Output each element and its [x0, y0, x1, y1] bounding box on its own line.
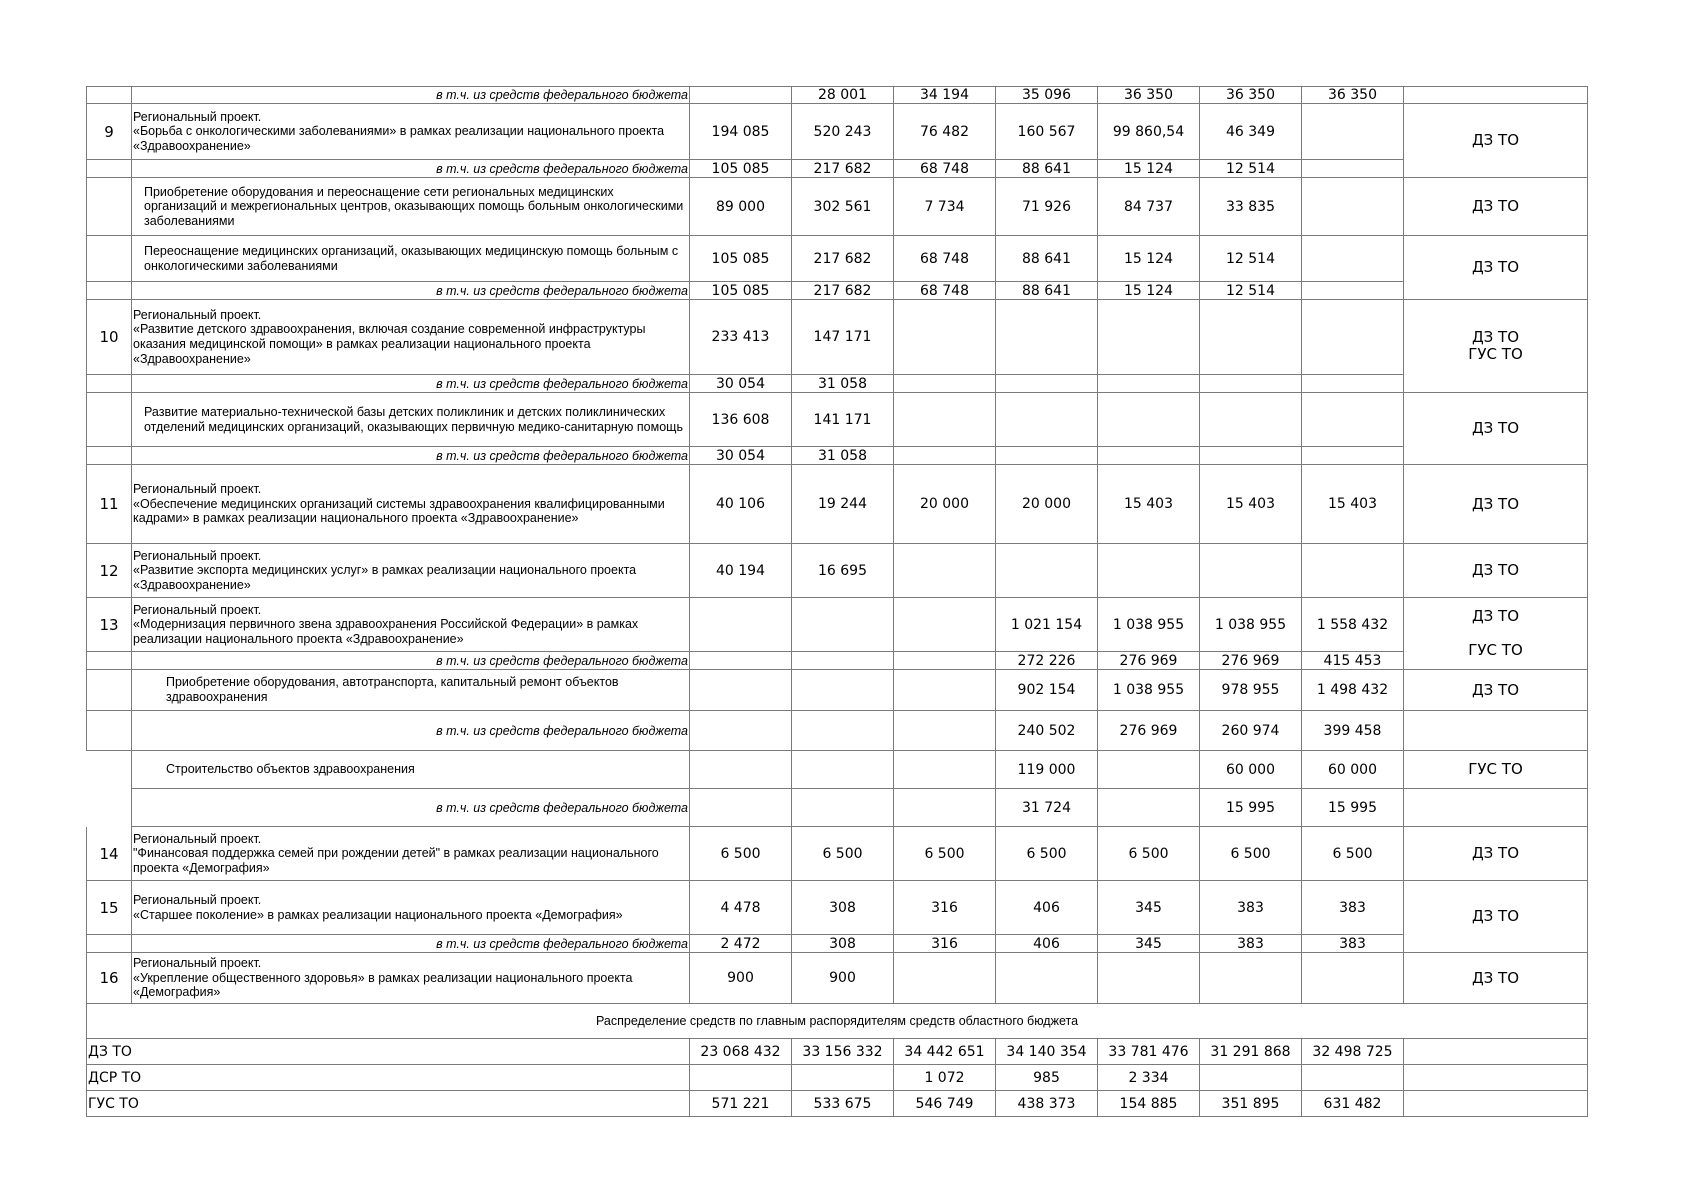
value-2020: 217 682: [792, 282, 894, 300]
value-2021: [894, 598, 996, 652]
value-2024: 33 835: [1200, 178, 1302, 236]
value-2022: 902 154: [996, 670, 1098, 711]
federal-budget-label: в т.ч. из средств федерального бюджета: [132, 447, 690, 465]
value-2021: [894, 544, 996, 598]
value-2020: 19 244: [792, 465, 894, 544]
value-2023: [1098, 751, 1200, 789]
table-row: [86, 104, 1588, 160]
value-2022: 88 641: [996, 236, 1098, 282]
value-2021: [894, 789, 996, 827]
value-2019: [690, 1065, 792, 1091]
value-2025: 32 498 725: [1302, 1039, 1404, 1065]
project-name: Региональный проект. «Старшее поколение» в рамках реализации национального проекта «Демография»: [132, 881, 690, 935]
value-2019: 30 054: [690, 447, 792, 465]
row-number: 14: [86, 827, 132, 881]
row-number: [86, 711, 132, 751]
value-2022: 34 140 354: [996, 1039, 1098, 1065]
value-2019: [690, 751, 792, 789]
table-row: [86, 178, 1588, 236]
value-2021: [894, 670, 996, 711]
executor-cell: [1404, 711, 1588, 751]
value-2021: 316: [894, 935, 996, 953]
value-2022: 160 567: [996, 104, 1098, 160]
executor-cell: [1404, 1091, 1588, 1117]
table-row: [86, 652, 1588, 670]
value-2022: 240 502: [996, 711, 1098, 751]
value-2024: 15 995: [1200, 789, 1302, 827]
value-2019: 4 478: [690, 881, 792, 935]
budget-table: [86, 86, 1588, 1121]
executor-cell: ДЗ ТО: [1404, 953, 1588, 1004]
table-row: [86, 827, 1588, 881]
value-2025: 383: [1302, 935, 1404, 953]
value-2024: [1200, 1065, 1302, 1091]
value-2020: [792, 1065, 894, 1091]
value-2020: [792, 598, 894, 652]
executor-cell: ДЗ ТО: [1404, 881, 1588, 953]
federal-budget-label: в т.ч. из средств федерального бюджета: [132, 935, 690, 953]
value-2019: 23 068 432: [690, 1039, 792, 1065]
value-2024: 12 514: [1200, 236, 1302, 282]
value-2023: 33 781 476: [1098, 1039, 1200, 1065]
value-2023: [1098, 300, 1200, 375]
value-2020: 31 058: [792, 447, 894, 465]
value-2024: 36 350: [1200, 86, 1302, 104]
value-2024: 46 349: [1200, 104, 1302, 160]
value-2022: [996, 953, 1098, 1004]
executor-cell: ДЗ ТО: [1404, 236, 1588, 300]
executor-cell: ДЗ ТО ГУС ТО: [1404, 598, 1588, 670]
value-2022: 35 096: [996, 86, 1098, 104]
value-2023: [1098, 953, 1200, 1004]
value-2022: [996, 375, 1098, 393]
federal-budget-label: в т.ч. из средств федерального бюджета: [132, 282, 690, 300]
table-row: [86, 544, 1588, 598]
executor-cell: ДЗ ТО: [1404, 104, 1588, 178]
table-row: [86, 953, 1588, 1004]
value-2023: 276 969: [1098, 711, 1200, 751]
executor-cell: ДЗ ТО: [1404, 393, 1588, 465]
row-number: 9: [86, 104, 132, 160]
value-2021: 546 749: [894, 1091, 996, 1117]
value-2019: [690, 652, 792, 670]
value-2023: 1 038 955: [1098, 598, 1200, 652]
row-number: [86, 935, 132, 953]
value-2023: 6 500: [1098, 827, 1200, 881]
value-2023: [1098, 544, 1200, 598]
federal-budget-label: в т.ч. из средств федерального бюджета: [132, 711, 690, 751]
value-2019: 40 194: [690, 544, 792, 598]
value-2019: 105 085: [690, 282, 792, 300]
row-number: [86, 282, 132, 300]
value-2023: 276 969: [1098, 652, 1200, 670]
value-2020: 520 243: [792, 104, 894, 160]
value-2023: 15 124: [1098, 282, 1200, 300]
value-2025: [1302, 300, 1404, 375]
value-2022: [996, 300, 1098, 375]
value-2024: 1 038 955: [1200, 598, 1302, 652]
table-row: [86, 282, 1588, 300]
value-2025: [1302, 447, 1404, 465]
value-2023: 36 350: [1098, 86, 1200, 104]
federal-budget-label: в т.ч. из средств федерального бюджета: [132, 375, 690, 393]
value-2019: 233 413: [690, 300, 792, 375]
executor-cell: ДЗ ТО: [1404, 465, 1588, 544]
project-name: Региональный проект. «Укрепление общественного здоровья» в рамках реализации национального проекта «Демография»: [132, 953, 690, 1004]
distributor-name: ДЗ ТО: [86, 1039, 690, 1065]
value-2021: 1 072: [894, 1065, 996, 1091]
row-number: 15: [86, 881, 132, 935]
value-2023: [1098, 789, 1200, 827]
value-2022: 88 641: [996, 160, 1098, 178]
value-2022: 1 021 154: [996, 598, 1098, 652]
value-2024: 383: [1200, 881, 1302, 935]
distribution-title: Распределение средств по главным распорядителям средств областного бюджета: [86, 1004, 1588, 1039]
value-2024: [1200, 300, 1302, 375]
value-2025: [1302, 178, 1404, 236]
value-2025: 15 995: [1302, 789, 1404, 827]
table-row: [86, 881, 1588, 935]
value-2024: 383: [1200, 935, 1302, 953]
value-2019: 40 106: [690, 465, 792, 544]
value-2022: 406: [996, 881, 1098, 935]
value-2019: 105 085: [690, 236, 792, 282]
table-row: [86, 711, 1588, 751]
distribution-row: [86, 1039, 1588, 1065]
table-row: [86, 751, 1588, 789]
table-row: [86, 465, 1588, 544]
value-2022: 71 926: [996, 178, 1098, 236]
value-2024: 6 500: [1200, 827, 1302, 881]
value-2024: [1200, 393, 1302, 447]
value-2023: 1 038 955: [1098, 670, 1200, 711]
value-2019: 105 085: [690, 160, 792, 178]
value-2023: 99 860,54: [1098, 104, 1200, 160]
value-2023: [1098, 447, 1200, 465]
executor-cell: ДЗ ТО: [1404, 178, 1588, 236]
value-2020: 302 561: [792, 178, 894, 236]
project-name: Строительство объектов здравоохранения: [132, 751, 690, 789]
value-2025: [1302, 236, 1404, 282]
value-2024: 15 403: [1200, 465, 1302, 544]
value-2024: [1200, 447, 1302, 465]
value-2025: [1302, 544, 1404, 598]
value-2020: 6 500: [792, 827, 894, 881]
value-2019: 136 608: [690, 393, 792, 447]
federal-budget-label: в т.ч. из средств федерального бюджета: [132, 789, 690, 827]
executor-cell: [1404, 1065, 1588, 1091]
distribution-row: [86, 1065, 1588, 1091]
row-number: [86, 670, 132, 711]
value-2025: [1302, 953, 1404, 1004]
value-2020: [792, 789, 894, 827]
value-2019: [690, 86, 792, 104]
row-number: 13: [86, 598, 132, 652]
executor-cell: [1404, 86, 1588, 104]
value-2024: 351 895: [1200, 1091, 1302, 1117]
federal-budget-label: в т.ч. из средств федерального бюджета: [132, 652, 690, 670]
value-2024: 12 514: [1200, 282, 1302, 300]
value-2021: 34 194: [894, 86, 996, 104]
value-2022: 119 000: [996, 751, 1098, 789]
value-2022: 6 500: [996, 827, 1098, 881]
project-name: Приобретение оборудования и переоснащение сети региональных медицинских организаций и межрегиональных центров, оказывающих помощь больным онкологическими заболеваниями: [132, 178, 690, 236]
value-2025: [1302, 104, 1404, 160]
table-row: [86, 598, 1588, 659]
table-row: [86, 447, 1588, 465]
value-2020: 900: [792, 953, 894, 1004]
executor-cell: ДЗ ТО: [1404, 670, 1588, 711]
value-2020: [792, 652, 894, 670]
executor-cell: ДЗ ТО: [1404, 544, 1588, 598]
value-2024: 31 291 868: [1200, 1039, 1302, 1065]
value-2019: 571 221: [690, 1091, 792, 1117]
value-2021: 68 748: [894, 236, 996, 282]
distributor-name: ДСР ТО: [86, 1065, 690, 1091]
value-2021: 34 442 651: [894, 1039, 996, 1065]
value-2021: 316: [894, 881, 996, 935]
value-2025: 36 350: [1302, 86, 1404, 104]
value-2024: [1200, 953, 1302, 1004]
value-2023: 345: [1098, 881, 1200, 935]
executor-cell: [1404, 1039, 1588, 1065]
value-2019: [690, 711, 792, 751]
value-2021: [894, 711, 996, 751]
project-name: Региональный проект. «Модернизация первичного звена здравоохранения Российской Федерации» в рамках реализации национального проекта «Здравоохранение»: [132, 598, 690, 652]
value-2025: 383: [1302, 881, 1404, 935]
value-2019: [690, 670, 792, 711]
value-2021: [894, 393, 996, 447]
value-2023: 84 737: [1098, 178, 1200, 236]
value-2020: 31 058: [792, 375, 894, 393]
value-2023: 15 124: [1098, 160, 1200, 178]
table-row: [86, 670, 1588, 711]
value-2021: [894, 300, 996, 375]
project-name: Региональный проект. «Развитие экспорта медицинских услуг» в рамках реализации национального проекта «Здравоохранение»: [132, 544, 690, 598]
value-2022: 438 373: [996, 1091, 1098, 1117]
row-number: [86, 375, 132, 393]
distribution-row: [86, 1091, 1588, 1117]
value-2021: 68 748: [894, 282, 996, 300]
value-2020: 16 695: [792, 544, 894, 598]
value-2019: 6 500: [690, 827, 792, 881]
value-2023: 15 124: [1098, 236, 1200, 282]
value-2023: [1098, 393, 1200, 447]
value-2022: [996, 393, 1098, 447]
value-2023: 15 403: [1098, 465, 1200, 544]
value-2021: 6 500: [894, 827, 996, 881]
value-2025: [1302, 1065, 1404, 1091]
value-2025: 399 458: [1302, 711, 1404, 751]
value-2022: 31 724: [996, 789, 1098, 827]
value-2025: [1302, 160, 1404, 178]
value-2025: 60 000: [1302, 751, 1404, 789]
value-2022: 985: [996, 1065, 1098, 1091]
value-2022: 20 000: [996, 465, 1098, 544]
table-row: [86, 86, 1588, 104]
value-2024: 978 955: [1200, 670, 1302, 711]
row-number: [86, 236, 132, 282]
value-2024: 276 969: [1200, 652, 1302, 670]
row-number: [86, 751, 132, 789]
value-2021: [894, 375, 996, 393]
value-2020: [792, 670, 894, 711]
value-2025: [1302, 375, 1404, 393]
value-2019: 2 472: [690, 935, 792, 953]
project-name: Развитие материально-технической базы детских поликлиник и детских поликлинических отделений медицинских организаций, оказывающих первичную медико-санитарную помощь: [132, 393, 690, 447]
value-2022: [996, 544, 1098, 598]
value-2025: 15 403: [1302, 465, 1404, 544]
row-number: [86, 652, 132, 670]
value-2022: 272 226: [996, 652, 1098, 670]
value-2024: 60 000: [1200, 751, 1302, 789]
value-2025: 6 500: [1302, 827, 1404, 881]
row-number: 11: [86, 465, 132, 544]
row-number: 10: [86, 300, 132, 375]
value-2024: [1200, 375, 1302, 393]
value-2024: [1200, 544, 1302, 598]
value-2022: 88 641: [996, 282, 1098, 300]
value-2020: 33 156 332: [792, 1039, 894, 1065]
value-2023: 154 885: [1098, 1091, 1200, 1117]
value-2020: 217 682: [792, 236, 894, 282]
value-2020: 308: [792, 935, 894, 953]
value-2021: 7 734: [894, 178, 996, 236]
value-2025: [1302, 282, 1404, 300]
value-2025: 1 558 432: [1302, 598, 1404, 652]
value-2019: 30 054: [690, 375, 792, 393]
value-2020: 141 171: [792, 393, 894, 447]
value-2020: [792, 751, 894, 789]
value-2024: 12 514: [1200, 160, 1302, 178]
value-2025: 631 482: [1302, 1091, 1404, 1117]
value-2022: 406: [996, 935, 1098, 953]
row-number: 12: [86, 544, 132, 598]
value-2020: 147 171: [792, 300, 894, 375]
value-2025: 1 498 432: [1302, 670, 1404, 711]
table-row: [86, 935, 1588, 953]
value-2019: 89 000: [690, 178, 792, 236]
value-2020: 28 001: [792, 86, 894, 104]
distribution-title-row: [86, 1004, 1588, 1039]
value-2025: [1302, 393, 1404, 447]
value-2021: [894, 652, 996, 670]
row-number: [86, 447, 132, 465]
row-number: [86, 393, 132, 447]
row-number: [86, 86, 132, 104]
row-number: [86, 178, 132, 236]
table-row: [86, 160, 1588, 178]
table-row: [86, 375, 1588, 393]
executor-cell: ГУС ТО: [1404, 751, 1588, 789]
project-name: Региональный проект. "Финансовая поддержка семей при рождении детей" в рамках реализации национального проекта «Демография»: [132, 827, 690, 881]
value-2021: [894, 751, 996, 789]
executor-cell: ДЗ ТО ГУС ТО: [1404, 300, 1588, 393]
row-number: [86, 160, 132, 178]
project-name: Региональный проект. «Развитие детского здравоохранения, включая создание современной инфраструктуры оказания медицинской помощи» в рамках реализации национального проекта «Здравоохранение»: [132, 300, 690, 375]
value-2021: [894, 953, 996, 1004]
value-2020: [792, 711, 894, 751]
value-2020: 533 675: [792, 1091, 894, 1117]
project-name: Региональный проект. «Борьба с онкологическими заболеваниями» в рамках реализации национального проекта «Здравоохранение»: [132, 104, 690, 160]
value-2021: 76 482: [894, 104, 996, 160]
row-number: [86, 789, 132, 827]
executor-cell: ДЗ ТО: [1404, 827, 1588, 881]
value-2023: 2 334: [1098, 1065, 1200, 1091]
federal-budget-label: в т.ч. из средств федерального бюджета: [132, 160, 690, 178]
value-2019: [690, 598, 792, 652]
table-row: [86, 236, 1588, 282]
value-2024: 260 974: [1200, 711, 1302, 751]
value-2021: [894, 447, 996, 465]
table-row: [86, 393, 1588, 447]
value-2020: 308: [792, 881, 894, 935]
executor-cell: [1404, 789, 1588, 827]
value-2022: [996, 447, 1098, 465]
project-name: Приобретение оборудования, автотранспорта, капитальный ремонт объектов здравоохранения: [132, 670, 690, 711]
federal-budget-label: в т.ч. из средств федерального бюджета: [132, 86, 690, 104]
project-name: Переоснащение медицинских организаций, оказывающих медицинскую помощь больным с онкологическими заболеваниями: [132, 236, 690, 282]
value-2023: 345: [1098, 935, 1200, 953]
table-row: [86, 789, 1588, 827]
value-2019: 194 085: [690, 104, 792, 160]
distributor-name: ГУС ТО: [86, 1091, 690, 1117]
value-2020: 217 682: [792, 160, 894, 178]
value-2021: 20 000: [894, 465, 996, 544]
table-row: [86, 300, 1588, 375]
project-name: Региональный проект. «Обеспечение медицинских организаций системы здравоохранения квалифицированными кадрами» в рамках реализации национального проекта «Здравоохранение»: [132, 465, 690, 544]
value-2023: [1098, 375, 1200, 393]
value-2025: 415 453: [1302, 652, 1404, 670]
value-2019: [690, 789, 792, 827]
value-2021: 68 748: [894, 160, 996, 178]
row-number: 16: [86, 953, 132, 1004]
value-2019: 900: [690, 953, 792, 1004]
